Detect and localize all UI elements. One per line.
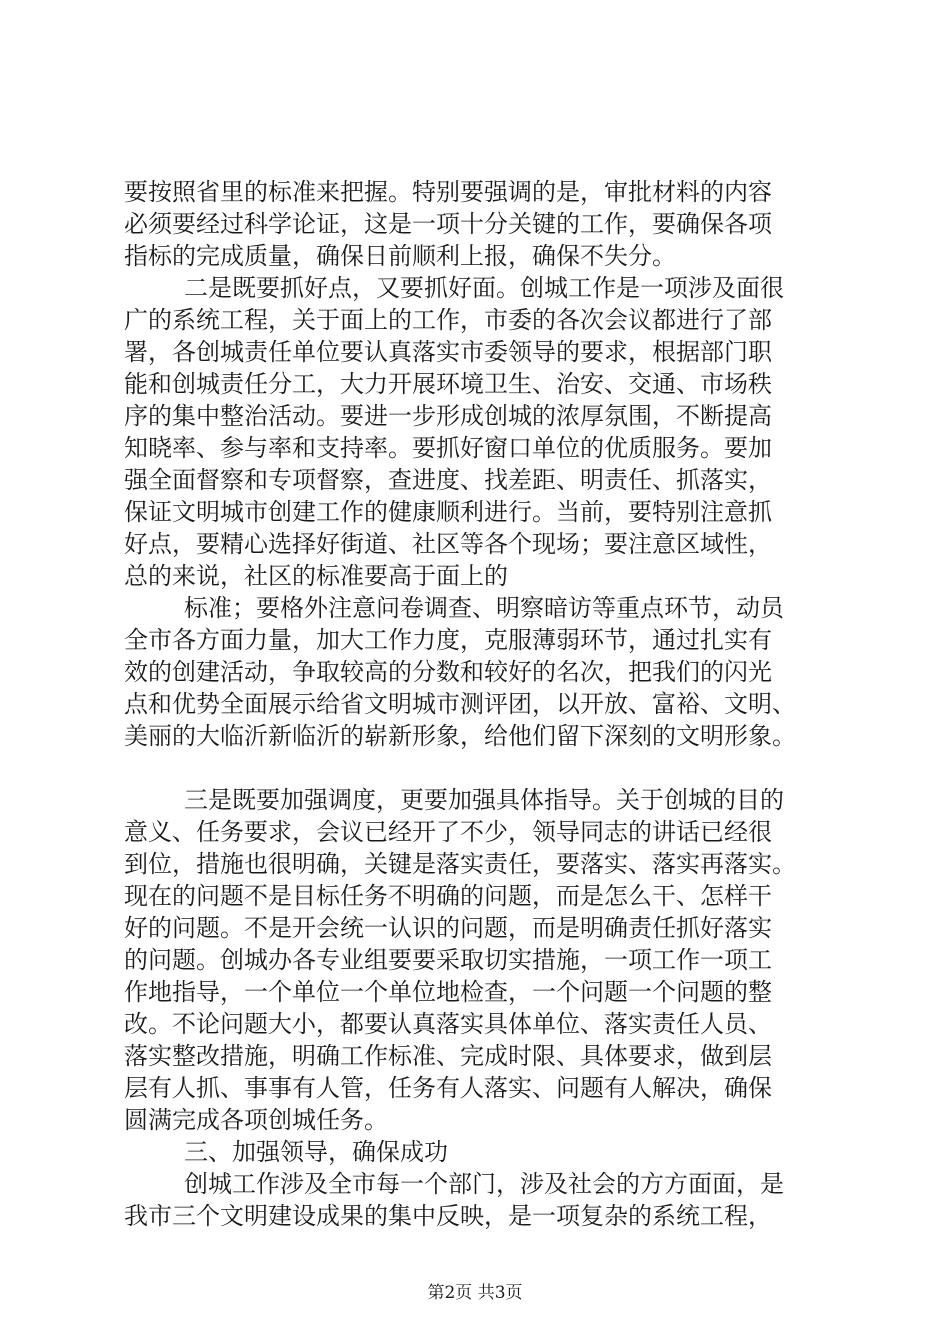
text-line: 总的来说，社区的标准要高于面上的 <box>124 562 508 590</box>
text-line: 序的集中整治活动。要进一步形成创城的浓厚氛围，不断提高 <box>124 402 772 430</box>
text-line: 指标的完成质量，确保日前顺利上报，确保不失分。 <box>124 242 676 270</box>
text-line: 改。不论问题大小，都要认真落实具体单位、落实责任人员、 <box>124 1010 772 1038</box>
text-line: 知晓率、参与率和支持率。要抓好窗口单位的优质服务。要加 <box>124 434 772 462</box>
text-line: 署，各创城责任单位要认真落实市委领导的要求，根据部门职 <box>124 338 772 366</box>
text-line: 作地指导，一个单位一个单位地检查，一个问题一个问题的整 <box>124 978 772 1006</box>
text-line: 全市各方面力量，加大工作力度，克服薄弱环节，通过扎实有 <box>124 626 772 654</box>
text-line: 我市三个文明建设成果的集中反映，是一项复杂的系统工程， <box>124 1202 772 1230</box>
text-line: 必须要经过科学论证，这是一项十分关键的工作，要确保各项 <box>124 210 772 238</box>
text-line: 创城工作涉及全市每一个部门，涉及社会的方方面面，是 <box>184 1170 784 1198</box>
text-line: 层有人抓、事事有人管，任务有人落实、问题有人解决，确保 <box>124 1074 772 1102</box>
page-number-footer: 第2页 共3页 <box>427 1283 523 1303</box>
text-line: 二是既要抓好点，又要抓好面。创城工作是一项涉及面很 <box>184 274 784 302</box>
text-line: 到位，措施也很明确，关键是落实责任，要落实、落实再落实。 <box>124 850 796 878</box>
text-line: 广的系统工程，关于面上的工作，市委的各次会议都进行了部 <box>124 306 772 334</box>
text-line: 标准；要格外注意问卷调查、明察暗访等重点环节，动员 <box>184 594 784 622</box>
section-heading: 三、加强领导，确保成功 <box>184 1138 448 1166</box>
text-line: 好的问题。不是开会统一认识的问题，而是明确责任抓好落实 <box>124 914 772 942</box>
text-line: 圆满完成各项创城任务。 <box>124 1106 388 1134</box>
text-line: 意义、任务要求，会议已经开了不少，领导同志的讲话已经很 <box>124 818 772 846</box>
text-line: 强全面督察和专项督察，查进度、找差距、明责任、抓落实， <box>124 466 772 494</box>
text-line: 能和创城责任分工，大力开展环境卫生、治安、交通、市场秩 <box>124 370 772 398</box>
text-line: 落实整改措施，明确工作标准、完成时限、具体要求，做到层 <box>124 1042 772 1070</box>
text-line: 的问题。创城办各专业组要要采取切实措施，一项工作一项工 <box>124 946 772 974</box>
text-line: 点和优势全面展示给省文明城市测评团，以开放、富裕、文明、 <box>124 690 796 718</box>
text-line: 现在的问题不是目标任务不明确的问题，而是怎么干、怎样干 <box>124 882 772 910</box>
text-line: 要按照省里的标准来把握。特别要强调的是，审批材料的内容 <box>124 178 772 206</box>
text-line: 效的创建活动，争取较高的分数和较好的名次，把我们的闪光 <box>124 658 772 686</box>
text-line: 美丽的大临沂新临沂的崭新形象，给他们留下深刻的文明形象。 <box>124 722 796 750</box>
text-line: 三是既要加强调度，更要加强具体指导。关于创城的目的 <box>184 786 784 814</box>
text-line: 好点，要精心选择好街道、社区等各个现场；要注意区域性， <box>124 530 772 558</box>
text-line: 保证文明城市创建工作的健康顺利进行。当前，要特别注意抓 <box>124 498 772 526</box>
